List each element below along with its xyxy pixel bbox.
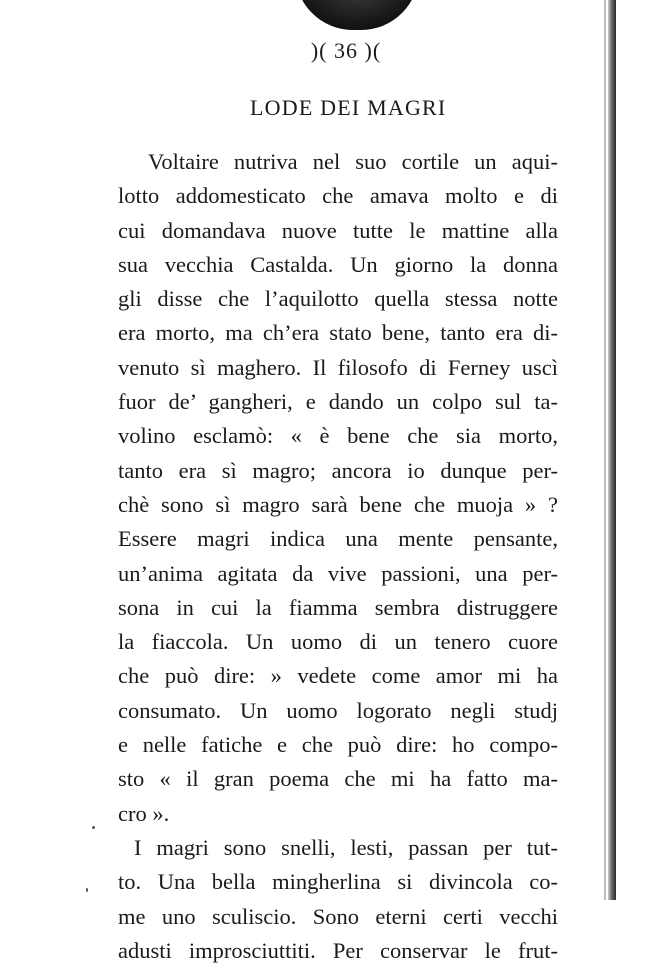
text-line: sto « il gran poema che mi ha fatto ma- <box>118 766 558 792</box>
body-text <box>118 145 558 968</box>
text-line: Essere magri indica una mente pensante, <box>118 526 558 552</box>
text-line: lotto addomesticato che amava molto e di <box>118 183 558 209</box>
text-line: I magri sono snelli, lesti, passan per tut- <box>134 834 558 860</box>
page-edge-line <box>604 0 606 900</box>
text-line: volino esclamò: « è bene che sia morto, <box>118 423 558 449</box>
text-line: me uno sculiscio. Sono eterni certi vecchi <box>118 903 558 929</box>
text-line: che può dire: » vedete come amor mi ha <box>118 663 558 689</box>
text-line: cui domandava nuove tutte le mattine alla <box>118 217 558 243</box>
text-line: chè sono sì magro sarà bene che muoja » ? <box>118 491 558 517</box>
text-line: consumato. Un uomo logorato negli studj <box>118 697 558 723</box>
text-line: gli disse che l’aquilotto quella stessa notte <box>118 286 558 312</box>
text-line: tanto era sì magro; ancora io dunque per- <box>118 457 558 483</box>
text-line: adusti improsciuttiti. Per conservar le frut- <box>118 937 558 963</box>
text-line: to. Una bella mingherlina si divincola co- <box>118 869 558 895</box>
chapter-title: LODE DEI MAGRI <box>250 95 447 120</box>
text-line: un’anima agitata da vive passioni, una per- <box>118 560 558 586</box>
text-line: fuor de’ gangheri, e dando un colpo sul ta- <box>118 389 558 415</box>
text-line: sona in cui la fiamma sembra distruggere <box>118 594 558 620</box>
library-stamp <box>295 0 419 30</box>
text-line: venuto sì maghero. Il filosofo di Ferney uscì <box>118 354 558 380</box>
text-line: sua vecchia Castalda. Un giorno la donna <box>118 251 558 277</box>
page-edge-shadow <box>608 0 616 900</box>
text-line: la fiaccola. Un uomo di un tenero cuore <box>118 629 558 655</box>
paper-speck <box>92 826 95 829</box>
paper-speck <box>86 888 88 892</box>
page-number: )( 36 )( <box>310 38 382 63</box>
text-line: era morto, ma ch’era stato bene, tanto era di- <box>118 320 558 346</box>
text-line: cro ». <box>118 800 170 826</box>
text-line: Voltaire nutriva nel suo cortile un aqui- <box>148 149 558 174</box>
text-line: e nelle fatiche e che può dire: ho compo- <box>118 732 558 758</box>
